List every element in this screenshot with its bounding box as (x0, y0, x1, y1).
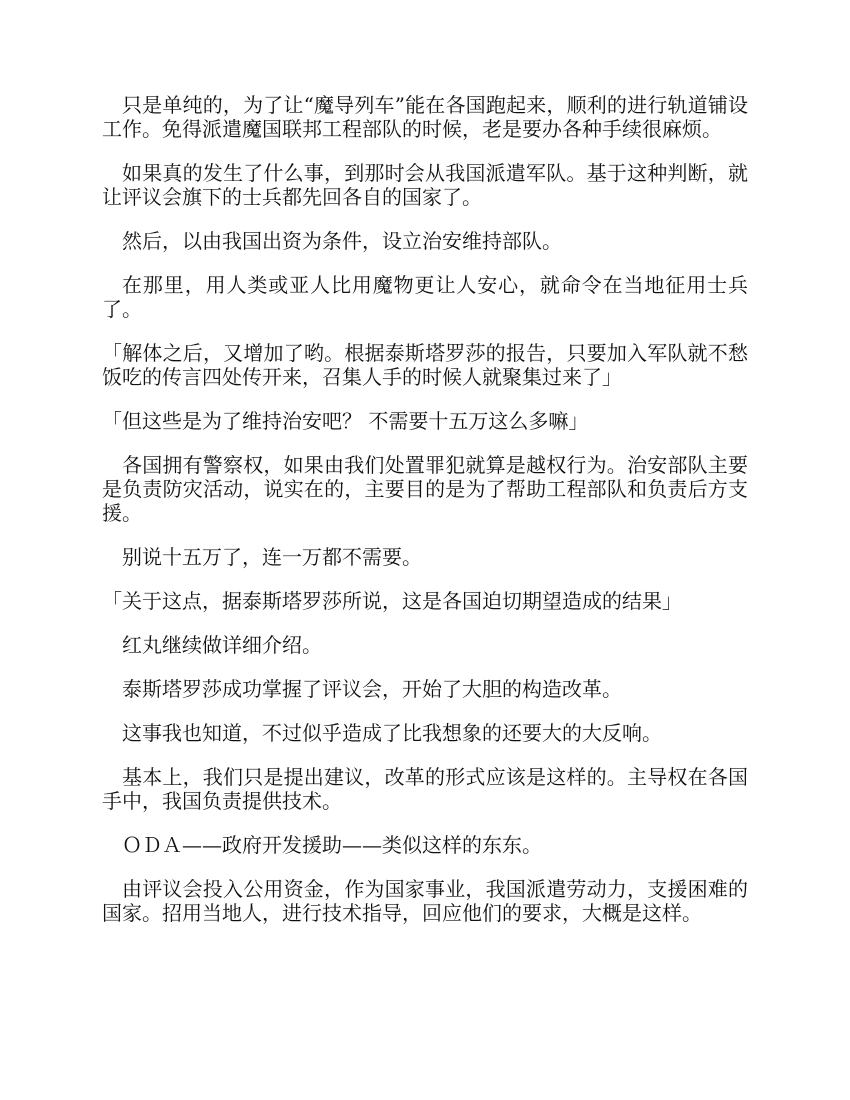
paragraph-13: 基本上，我们只是提出建议，改革的形式应该是这样的。主导权在各国手中，我国负责提供技术。 (102, 765, 748, 813)
paragraph-2: 如果真的发生了什么事，到那时会从我国派遣军队。基于这种判断，就让评议会旗下的士兵都先回各自的国家了。 (102, 161, 748, 209)
paragraph-3: 然后，以由我国出资为条件，设立治安维持部队。 (122, 229, 562, 253)
paragraph-10: 红丸继续做详细介绍。 (122, 633, 322, 657)
paragraph-12: 这事我也知道，不过似乎造成了比我想象的还要大的大反响。 (122, 721, 662, 745)
dialog-line-2: 「但这些是为了维持治安吧？ 不需要十五万这么多嘛」 (102, 409, 589, 433)
dialog-line-1: 「解体之后，又增加了哟。根据泰斯塔罗莎的报告，只要加入军队就不愁饭吃的传言四处传开来，召集人手的时候人就聚集过来了」 (102, 341, 748, 389)
paragraph-8: 别说十五万了，连一万都不需要。 (122, 545, 422, 569)
paragraph-4: 在那里，用人类或亚人比用魔物更让人安心，就命令在当地征用士兵了。 (102, 273, 748, 321)
paragraph-14: ＯＤＡ——政府开发援助——类似这样的东东。 (122, 833, 542, 857)
document-page (102, 93, 748, 945)
dialog-line-3: 「关于这点，据泰斯塔罗莎所说，这是各国迫切期望造成的结果」 (102, 589, 682, 613)
paragraph-11: 泰斯塔罗莎成功掌握了评议会，开始了大胆的构造改革。 (122, 677, 622, 701)
paragraph-15: 由评议会投入公用资金，作为国家事业，我国派遣劳动力，支援困难的国家。招用当地人，进行技术指导，回应他们的要求，大概是这样。 (102, 877, 748, 925)
paragraph-1: 只是单纯的，为了让“魔导列车”能在各国跑起来，顺利的进行轨道铺设工作。免得派遣魔国联邦工程部队的时候，老是要办各种手续很麻烦。 (102, 93, 748, 141)
paragraph-7: 各国拥有警察权，如果由我们处置罪犯就算是越权行为。治安部队主要是负责防灾活动，说实在的，主要目的是为了帮助工程部队和负责后方支援。 (102, 453, 748, 525)
